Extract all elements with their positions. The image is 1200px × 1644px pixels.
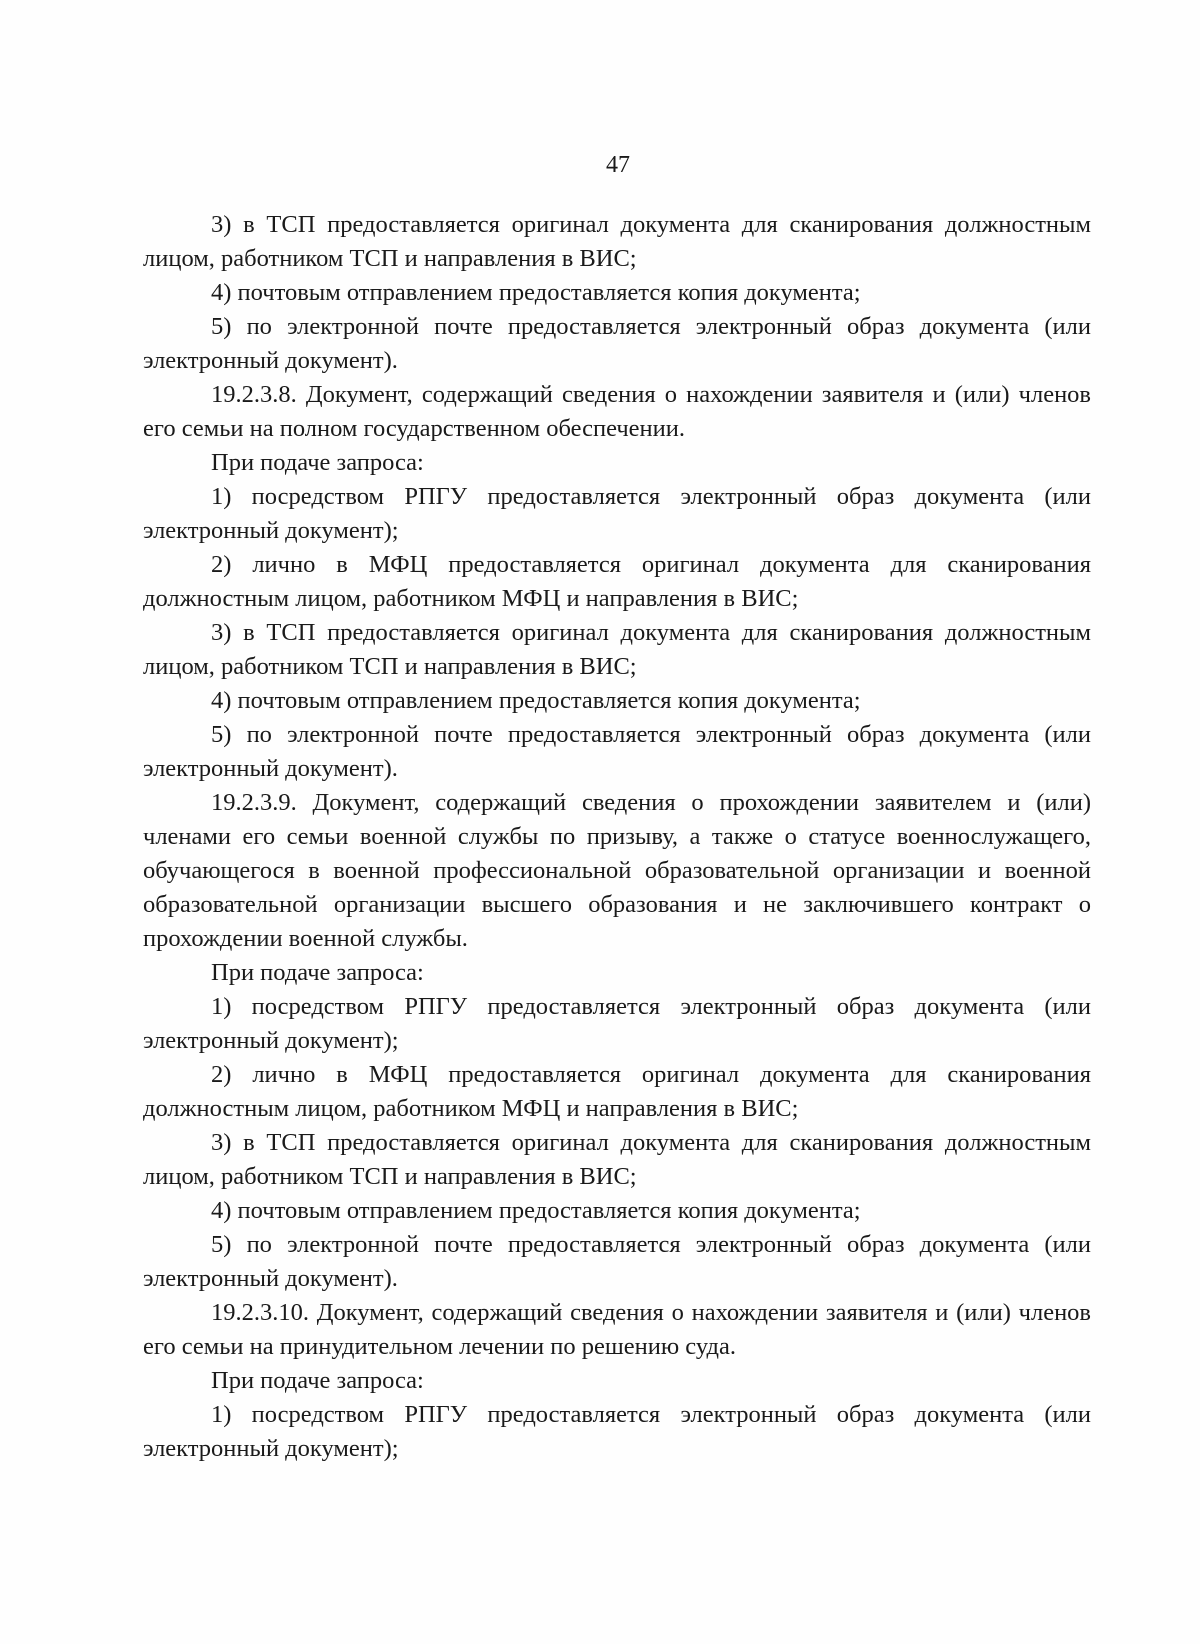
paragraph: При подаче запроса: [211,1367,424,1394]
paragraph: При подаче запроса: [211,959,424,986]
paragraph: 2) лично в МФЦ предоставляется оригинал документа для сканирования должностным лицом, работником МФЦ и направления в ВИС; [143,1061,1091,1122]
paragraph: 3) в ТСП предоставляется оригинал документа для сканирования должностным лицом, работником ТСП и направления в ВИС; [143,1129,1091,1190]
paragraph: При подаче запроса: [211,449,424,476]
paragraph: 2) лично в МФЦ предоставляется оригинал документа для сканирования должностным лицом, работником МФЦ и направления в ВИС; [143,551,1091,612]
paragraph: 4) почтовым отправлением предоставляется копия документа; [211,1197,861,1224]
paragraph: 4) почтовым отправлением предоставляется копия документа; [211,279,861,306]
paragraph: 1) посредством РПГУ предоставляется электронный образ документа (или электронный документ); [143,993,1091,1054]
paragraph: 1) посредством РПГУ предоставляется электронный образ документа (или электронный документ); [143,1401,1091,1462]
paragraph: 3) в ТСП предоставляется оригинал документа для сканирования должностным лицом, работником ТСП и направления в ВИС; [143,619,1091,680]
section-heading-paragraph: 19.2.3.10. Документ, содержащий сведения о нахождении заявителя и (или) членов его семьи на принудительном лечении по решению суда. [143,1299,1091,1360]
document-body [143,208,1091,1466]
paragraph: 3) в ТСП предоставляется оригинал документа для сканирования должностным лицом, работником ТСП и направления в ВИС; [143,211,1091,272]
paragraph: 4) почтовым отправлением предоставляется копия документа; [211,687,861,714]
section-heading-paragraph: 19.2.3.9. Документ, содержащий сведения о прохождении заявителем и (или) членами его семьи военной службы по призыву, а также о статусе военнослужащего, обучающегося в военной профессиональной образовательной организации и военной образовательной организации высшего образования и не заключившего контракт о прохождении военной службы. [143,789,1091,952]
paragraph: 5) по электронной почте предоставляется электронный образ документа (или электронный документ). [143,1231,1091,1292]
page-number: 47 [606,152,630,178]
paragraph: 5) по электронной почте предоставляется электронный образ документа (или электронный документ). [143,721,1091,782]
paragraph: 5) по электронной почте предоставляется электронный образ документа (или электронный документ). [143,313,1091,374]
paragraph: 1) посредством РПГУ предоставляется электронный образ документа (или электронный документ); [143,483,1091,544]
section-heading-paragraph: 19.2.3.8. Документ, содержащий сведения о нахождении заявителя и (или) членов его семьи на полном государственном обеспечении. [143,381,1091,442]
